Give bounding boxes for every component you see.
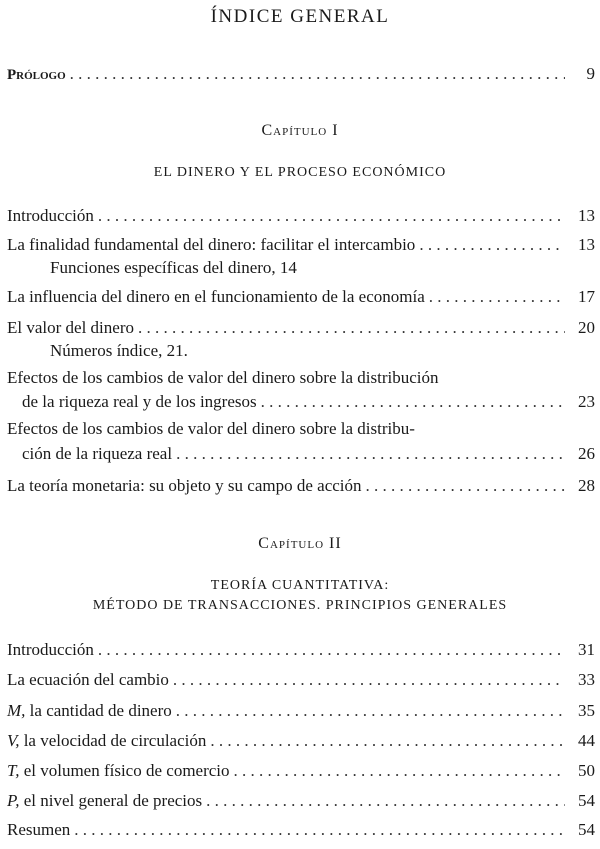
page-number: 35 xyxy=(578,701,595,720)
page-number: 9 xyxy=(586,64,595,83)
toc-entry-prologo[interactable] xyxy=(7,64,595,84)
dot-leader xyxy=(234,761,565,781)
toc-entry[interactable] xyxy=(7,820,595,840)
entry-label: Introducción xyxy=(7,206,94,225)
variable-symbol: P, xyxy=(7,791,20,810)
toc-entry-line[interactable]: Efectos de los cambios de valor del dinero sobre la distribu- xyxy=(7,419,415,438)
toc-entry[interactable] xyxy=(22,444,595,464)
dot-leader xyxy=(173,670,565,690)
dot-leader xyxy=(98,206,565,226)
page-number: 31 xyxy=(578,640,595,659)
toc-entry[interactable] xyxy=(7,206,595,226)
dot-leader xyxy=(429,287,565,307)
page-number: 17 xyxy=(578,287,595,306)
dot-leader xyxy=(176,701,565,721)
toc-entry[interactable] xyxy=(7,476,595,496)
toc-entry[interactable] xyxy=(7,701,595,721)
entry-label xyxy=(7,731,206,751)
page-title: ÍNDICE GENERAL xyxy=(210,6,390,27)
page-number: 50 xyxy=(578,761,595,780)
entry-label xyxy=(7,701,172,721)
entry-text: la velocidad de circulación xyxy=(23,731,207,750)
variable-symbol: T, xyxy=(7,761,20,780)
entry-label: La finalidad fundamental del dinero: facilitar el intercambio xyxy=(7,235,416,254)
entry-label: Resumen xyxy=(7,820,71,839)
entry-label: La ecuación del cambio xyxy=(7,670,169,689)
entry-label: Introducción xyxy=(7,640,94,659)
toc-entry[interactable] xyxy=(7,235,595,255)
page-number: 13 xyxy=(578,206,595,225)
chapter-title: MÉTODO DE TRANSACCIONES. PRINCIPIOS GENERALES xyxy=(92,598,508,613)
page-number: 54 xyxy=(578,791,595,810)
chapter-heading: Capítulo I xyxy=(261,122,339,139)
entry-label: Prólogo xyxy=(7,67,66,83)
toc-entry[interactable] xyxy=(22,392,595,412)
entry-label: El valor del dinero xyxy=(7,318,134,337)
entry-label: La teoría monetaria: su objeto y su campo de acción xyxy=(7,476,362,495)
page-number: 13 xyxy=(578,235,595,254)
chapter-title: TEORÍA CUANTITATIVA: xyxy=(210,578,390,593)
variable-symbol: M, xyxy=(7,701,26,720)
toc-entry[interactable] xyxy=(7,670,595,690)
toc-entry[interactable] xyxy=(7,761,595,781)
entry-text: el volumen físico de comercio xyxy=(23,761,230,780)
page-number: 44 xyxy=(578,731,595,750)
dot-leader xyxy=(74,820,565,840)
page-number: 28 xyxy=(578,476,595,495)
toc-entry[interactable] xyxy=(7,791,595,811)
entry-label xyxy=(7,761,230,781)
page-number: 26 xyxy=(578,444,595,463)
dot-leader xyxy=(176,444,565,464)
dot-leader xyxy=(138,318,565,338)
entry-text: el nivel general de precios xyxy=(23,791,203,810)
page-number: 54 xyxy=(578,820,595,839)
dot-leader xyxy=(206,791,565,811)
toc-entry[interactable] xyxy=(7,640,595,660)
toc-subentry[interactable]: Números índice, 21. xyxy=(50,341,188,360)
dot-leader xyxy=(70,64,565,84)
toc-entry[interactable] xyxy=(7,287,595,307)
variable-symbol: V, xyxy=(7,731,20,750)
entry-text: la cantidad de dinero xyxy=(29,701,172,720)
entry-label: de la riqueza real y de los ingresos xyxy=(22,392,257,411)
entry-label xyxy=(7,791,202,811)
chapter-title: EL DINERO Y EL PROCESO ECONÓMICO xyxy=(153,165,447,180)
dot-leader xyxy=(261,392,565,412)
page-number: 23 xyxy=(578,392,595,411)
dot-leader xyxy=(419,235,565,255)
entry-label: La influencia del dinero en el funcionamiento de la economía xyxy=(7,287,425,306)
dot-leader xyxy=(210,731,565,751)
toc-entry[interactable] xyxy=(7,731,595,751)
toc-subentry[interactable]: Funciones específicas del dinero, 14 xyxy=(50,258,297,277)
toc-entry-line[interactable]: Efectos de los cambios de valor del dinero sobre la distribución xyxy=(7,368,439,387)
entry-label: ción de la riqueza real xyxy=(22,444,173,463)
chapter-heading: Capítulo II xyxy=(258,535,342,552)
page-number: 20 xyxy=(578,318,595,337)
dot-leader xyxy=(366,476,565,496)
dot-leader xyxy=(98,640,565,660)
toc-entry[interactable] xyxy=(7,318,595,338)
page-number: 33 xyxy=(578,670,595,689)
